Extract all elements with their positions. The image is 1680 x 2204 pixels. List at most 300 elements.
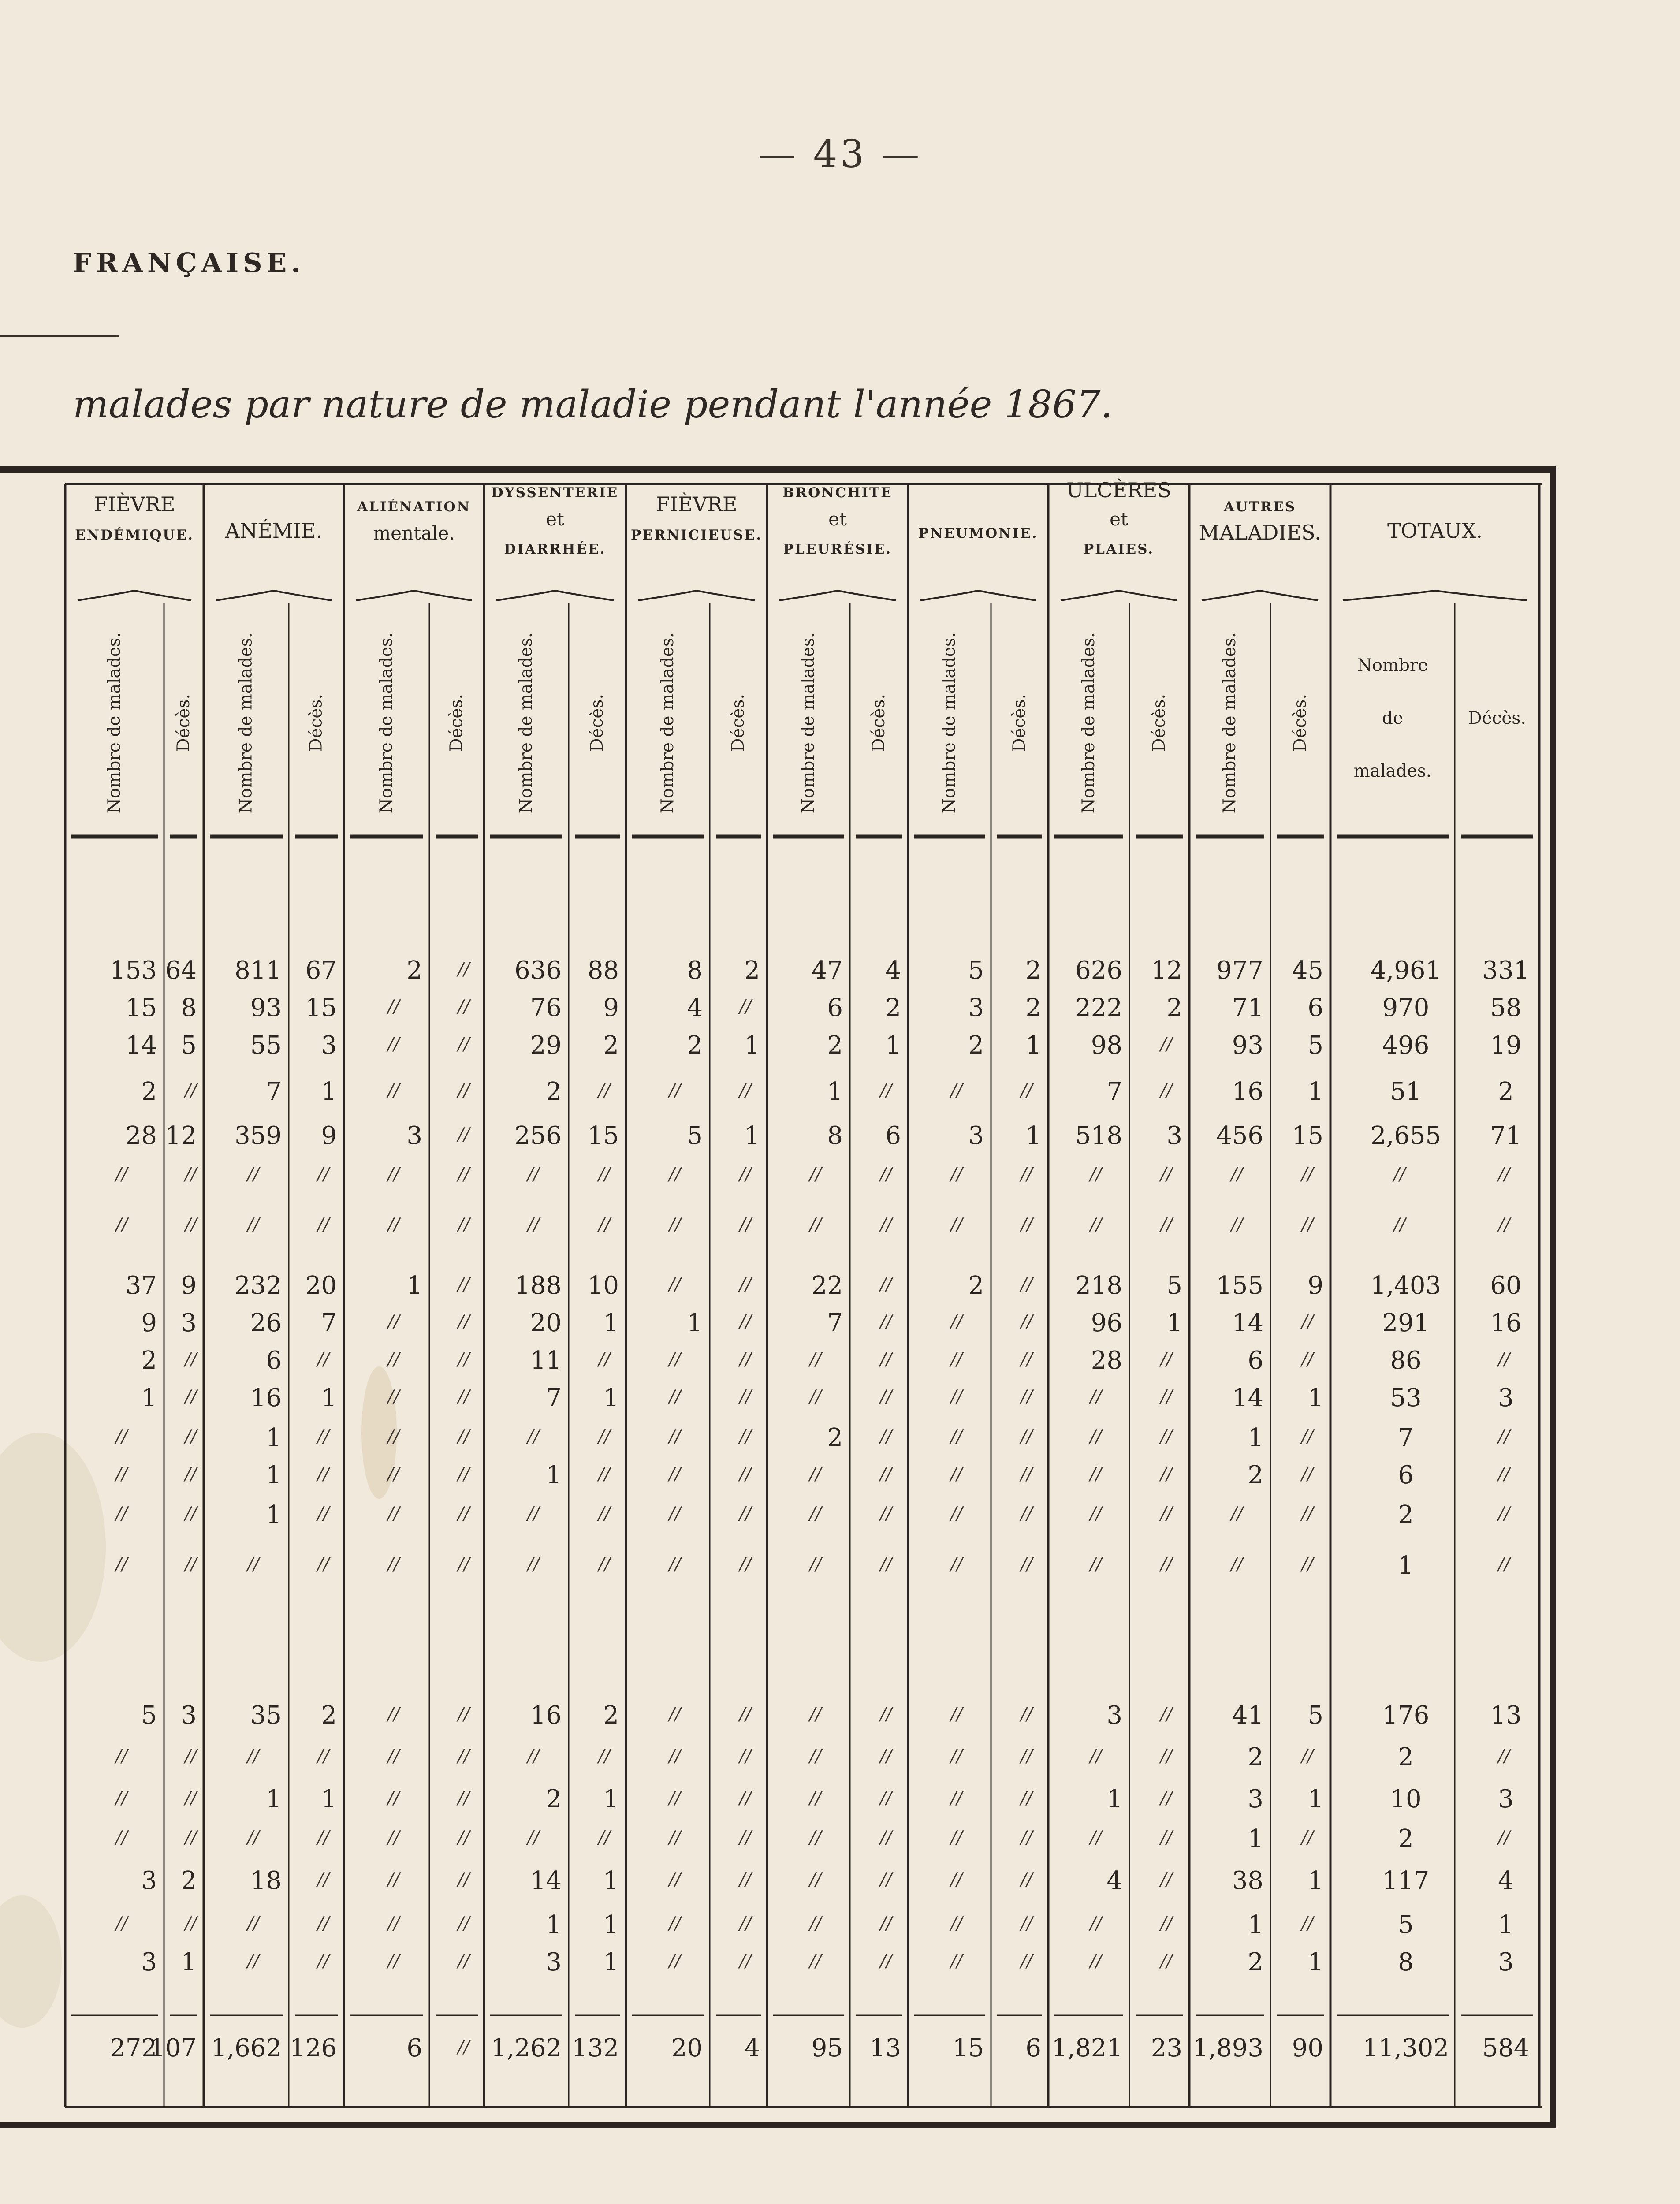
totals-row-cell: 584 bbox=[1482, 2034, 1530, 2063]
data-row-cell: // bbox=[458, 1124, 470, 1145]
data-row-cell: // bbox=[317, 1951, 329, 1971]
data-row-cell: 1 bbox=[603, 1910, 619, 1939]
data-row-cell: 1 bbox=[1307, 1077, 1323, 1106]
data-row-cell: 6 bbox=[885, 1121, 901, 1150]
data-row-cell: // bbox=[1160, 1164, 1173, 1184]
data-row-cell: // bbox=[458, 1788, 470, 1808]
data-row-cell: 456 bbox=[1216, 1121, 1263, 1150]
data-row-cell: 256 bbox=[514, 1121, 562, 1150]
data-row-cell: // bbox=[458, 1504, 470, 1524]
group-header-text: et bbox=[828, 508, 847, 530]
data-row-cell: 5 bbox=[968, 956, 984, 985]
data-row-cell: 626 bbox=[1075, 956, 1122, 985]
data-row-cell: 518 bbox=[1075, 1121, 1122, 1150]
data-row-cell: // bbox=[185, 1426, 197, 1447]
data-row-cell: // bbox=[1021, 1164, 1033, 1184]
data-row-cell: 6 bbox=[266, 1346, 282, 1375]
data-row-cell: // bbox=[1021, 1704, 1033, 1724]
data-row-cell: 2 bbox=[1025, 994, 1041, 1022]
data-row-cell: 1 bbox=[266, 1423, 282, 1452]
data-row-cell: // bbox=[247, 1914, 259, 1934]
data-row-cell: 1 bbox=[181, 1948, 197, 1977]
group-header-text: ANÉMIE. bbox=[225, 519, 323, 543]
data-row-cell: 18 bbox=[250, 1866, 282, 1895]
data-row-cell: 4 bbox=[1498, 1866, 1514, 1895]
data-row-cell: 5 bbox=[141, 1701, 157, 1730]
data-row-cell: // bbox=[880, 1746, 892, 1766]
data-row-cell: 5 bbox=[1398, 1910, 1414, 1939]
group-header-text: DYSSENTERIE bbox=[491, 485, 619, 501]
data-row-cell: // bbox=[950, 1080, 963, 1101]
data-row-cell: // bbox=[1231, 1504, 1243, 1524]
data-row-cell: // bbox=[1160, 1746, 1173, 1766]
data-row-cell: // bbox=[317, 1504, 329, 1524]
data-row-cell: 3 bbox=[141, 1866, 157, 1895]
data-row-cell: // bbox=[1160, 1951, 1173, 1971]
data-row-cell: // bbox=[387, 1746, 400, 1766]
group-header-text: et bbox=[1110, 508, 1128, 530]
data-row-cell: // bbox=[458, 1387, 470, 1407]
data-row-cell: 222 bbox=[1075, 994, 1122, 1022]
subheader-malades: Nombre de malades. bbox=[104, 632, 124, 814]
data-row-cell: // bbox=[1160, 1504, 1173, 1524]
data-row-cell: // bbox=[739, 1951, 752, 1971]
group-header-text: PLAIES. bbox=[1083, 541, 1155, 557]
data-row-cell: // bbox=[1160, 1704, 1173, 1724]
data-row-cell: 4 bbox=[687, 994, 703, 1022]
data-row-cell: // bbox=[527, 1164, 540, 1184]
data-row-cell: // bbox=[115, 1746, 128, 1766]
data-row-cell: // bbox=[1160, 1034, 1173, 1054]
data-row-cell: // bbox=[739, 1426, 752, 1447]
data-row-cell: // bbox=[458, 1349, 470, 1370]
data-row-cell: // bbox=[317, 1164, 329, 1184]
data-row-cell: 88 bbox=[587, 956, 619, 985]
data-row-cell: // bbox=[387, 1080, 400, 1101]
data-row-cell: 2 bbox=[141, 1346, 157, 1375]
data-row-cell: 5 bbox=[1307, 1031, 1323, 1060]
data-row-cell: 1 bbox=[1025, 1031, 1041, 1060]
data-row-cell: // bbox=[115, 1914, 128, 1934]
data-row-cell: // bbox=[317, 1746, 329, 1766]
data-row-cell: 2 bbox=[181, 1866, 197, 1895]
totals-row-cell: 95 bbox=[811, 2034, 843, 2063]
group-header-text: FIÈVRE bbox=[656, 492, 738, 516]
subheader-malades: Nombre de malades. bbox=[376, 632, 396, 814]
data-row-cell: // bbox=[950, 1312, 963, 1332]
data-row-cell: // bbox=[115, 1164, 128, 1184]
data-row-cell: // bbox=[1301, 1215, 1314, 1235]
data-row-cell: 16 bbox=[530, 1701, 562, 1730]
data-row-cell: 2 bbox=[827, 1031, 843, 1060]
data-row-cell: 14 bbox=[125, 1031, 157, 1060]
data-row-cell: 1 bbox=[546, 1910, 562, 1939]
data-row-cell: 35 bbox=[250, 1701, 282, 1730]
data-row-cell: // bbox=[1021, 1746, 1033, 1766]
data-row-cell: 1 bbox=[546, 1461, 562, 1489]
data-row-cell: // bbox=[1090, 1746, 1102, 1766]
data-row-cell: // bbox=[950, 1704, 963, 1724]
data-row-cell: // bbox=[1090, 1504, 1102, 1524]
data-row-cell: // bbox=[115, 1464, 128, 1484]
data-row-cell: 9 bbox=[1307, 1271, 1323, 1300]
data-row-cell: // bbox=[880, 1426, 892, 1447]
data-row-cell: // bbox=[669, 1869, 681, 1890]
data-row-cell: // bbox=[1231, 1164, 1243, 1184]
data-row-cell: 86 bbox=[1390, 1346, 1422, 1375]
data-row-cell: // bbox=[317, 1215, 329, 1235]
data-row-cell: // bbox=[950, 1869, 963, 1890]
subheader-deces: Décès. bbox=[869, 694, 889, 752]
data-row-cell: // bbox=[247, 1828, 259, 1848]
data-row-cell: // bbox=[669, 1746, 681, 1766]
data-row-cell: // bbox=[880, 1869, 892, 1890]
data-row-cell: 2 bbox=[546, 1077, 562, 1106]
header-brace bbox=[78, 591, 191, 600]
data-row-cell: 3 bbox=[141, 1948, 157, 1977]
data-row-cell: // bbox=[1498, 1746, 1510, 1766]
data-row-cell: 6 bbox=[1398, 1461, 1414, 1489]
data-row-cell: // bbox=[669, 1464, 681, 1484]
data-row-cell: // bbox=[1498, 1164, 1510, 1184]
subheader-deces: Décès. bbox=[728, 694, 748, 752]
data-row-cell: 53 bbox=[1390, 1384, 1422, 1412]
group-header-text: ALIÉNATION bbox=[357, 499, 471, 515]
data-row-cell: // bbox=[247, 1164, 259, 1184]
data-row-cell: 19 bbox=[1490, 1031, 1522, 1060]
totals-row-cell: 4 bbox=[744, 2034, 760, 2063]
data-row-cell: // bbox=[1090, 1828, 1102, 1848]
data-row-cell: // bbox=[598, 1746, 611, 1766]
group-header-text: ULCÈRES bbox=[1066, 478, 1171, 502]
totaux-subheader-malades: malades. bbox=[1353, 761, 1432, 781]
data-row-cell: // bbox=[387, 1914, 400, 1934]
data-row-cell: // bbox=[1021, 1788, 1033, 1808]
data-row-cell: 2 bbox=[603, 1701, 619, 1730]
group-header-text: mentale. bbox=[373, 522, 455, 544]
data-row-cell: // bbox=[950, 1464, 963, 1484]
data-row-cell: 1 bbox=[1248, 1910, 1263, 1939]
data-row-cell: // bbox=[1090, 1914, 1102, 1934]
data-row-cell: 2 bbox=[885, 994, 901, 1022]
data-row-cell: // bbox=[1498, 1349, 1510, 1370]
data-row-cell: 20 bbox=[530, 1309, 562, 1337]
data-row-cell: 1 bbox=[885, 1031, 901, 1060]
data-row-cell: 76 bbox=[530, 994, 562, 1022]
group-header-text: PNEUMONIE. bbox=[918, 525, 1038, 541]
data-row-cell: 2 bbox=[1398, 1824, 1414, 1853]
data-row-cell: // bbox=[1301, 1164, 1314, 1184]
data-row-cell: // bbox=[1160, 1828, 1173, 1848]
header-brace bbox=[496, 591, 614, 600]
data-row-cell: // bbox=[1301, 1426, 1314, 1447]
data-row-cell: // bbox=[739, 1788, 752, 1808]
data-row-cell: // bbox=[1021, 1312, 1033, 1332]
totals-row-cell: 1,821 bbox=[1051, 2034, 1122, 2063]
data-row-cell: // bbox=[739, 1464, 752, 1484]
data-row-cell: 9 bbox=[603, 994, 619, 1022]
data-row-cell: 291 bbox=[1382, 1309, 1430, 1337]
data-row-cell: // bbox=[387, 1034, 400, 1054]
totals-row-cell: 1,662 bbox=[211, 2034, 282, 2063]
data-row-cell: // bbox=[247, 1554, 259, 1575]
data-row-cell: // bbox=[809, 1504, 822, 1524]
data-row-cell: // bbox=[739, 1312, 752, 1332]
data-row-cell: // bbox=[950, 1164, 963, 1184]
data-row-cell: 15 bbox=[587, 1121, 619, 1150]
data-row-cell: 7 bbox=[546, 1384, 562, 1412]
subheader-deces: Décès. bbox=[1009, 694, 1029, 752]
data-row-cell: // bbox=[880, 1312, 892, 1332]
data-row-cell: 811 bbox=[235, 956, 282, 985]
data-row-cell: // bbox=[1301, 1828, 1314, 1848]
totals-row-cell: 23 bbox=[1151, 2034, 1182, 2063]
data-row-cell: // bbox=[880, 1788, 892, 1808]
data-row-cell: // bbox=[317, 1349, 329, 1370]
data-row-cell: 11 bbox=[530, 1346, 562, 1375]
data-row-cell: // bbox=[185, 1164, 197, 1184]
data-row-cell: // bbox=[115, 1215, 128, 1235]
data-row-cell: 1 bbox=[1025, 1121, 1041, 1150]
data-row-cell: 3 bbox=[321, 1031, 337, 1060]
data-row-cell: // bbox=[739, 1704, 752, 1724]
data-row-cell: // bbox=[387, 1349, 400, 1370]
data-row-cell: 16 bbox=[1490, 1309, 1522, 1337]
data-row-cell: // bbox=[669, 1704, 681, 1724]
data-row-cell: 5 bbox=[1166, 1271, 1182, 1300]
data-row-cell: // bbox=[1021, 1080, 1033, 1101]
data-row-cell: 1 bbox=[827, 1077, 843, 1106]
data-row-cell: 3 bbox=[1166, 1121, 1182, 1150]
data-row-cell: 1 bbox=[603, 1384, 619, 1412]
data-row-cell: // bbox=[1021, 1554, 1033, 1575]
data-row-cell: // bbox=[1160, 1426, 1173, 1447]
data-row-cell: 1 bbox=[603, 1948, 619, 1977]
data-row-cell: // bbox=[1021, 1387, 1033, 1407]
data-row-cell: // bbox=[950, 1504, 963, 1524]
data-row-cell: 331 bbox=[1482, 956, 1530, 985]
header-brace bbox=[920, 591, 1036, 600]
data-row-cell: 1 bbox=[687, 1309, 703, 1337]
data-row-cell: // bbox=[458, 959, 470, 979]
data-row-cell: // bbox=[458, 997, 470, 1017]
data-row-cell: // bbox=[739, 1504, 752, 1524]
data-row-cell: 16 bbox=[250, 1384, 282, 1412]
data-row-cell: // bbox=[739, 1164, 752, 1184]
data-row-cell: // bbox=[880, 1951, 892, 1971]
data-row-cell: 2 bbox=[1498, 1077, 1514, 1106]
data-row-cell: // bbox=[1090, 1464, 1102, 1484]
totals-row-cell: 15 bbox=[952, 2034, 984, 2063]
data-row-cell: 37 bbox=[125, 1271, 157, 1300]
data-row-cell: 977 bbox=[1216, 956, 1263, 985]
group-header-text: TOTAUX. bbox=[1387, 519, 1483, 543]
totals-row-cell: 126 bbox=[290, 2034, 337, 2063]
data-row-cell: 14 bbox=[1232, 1309, 1263, 1337]
data-row-cell: // bbox=[458, 1704, 470, 1724]
data-row-cell: 3 bbox=[968, 994, 984, 1022]
data-row-cell: 14 bbox=[530, 1866, 562, 1895]
data-row-cell: // bbox=[247, 1746, 259, 1766]
data-row-cell: 2 bbox=[1398, 1743, 1414, 1772]
data-row-cell: // bbox=[458, 1828, 470, 1848]
data-row-cell: // bbox=[669, 1164, 681, 1184]
data-row-cell: // bbox=[950, 1554, 963, 1575]
data-row-cell: // bbox=[598, 1828, 611, 1848]
section-title: FRANÇAISE. bbox=[73, 248, 305, 279]
data-row-cell: // bbox=[1090, 1554, 1102, 1575]
data-row-cell: // bbox=[185, 1464, 197, 1484]
data-row-cell: 3 bbox=[1498, 1384, 1514, 1412]
data-row-cell: 15 bbox=[305, 994, 337, 1022]
data-row-cell: 1 bbox=[1106, 1785, 1122, 1813]
data-row-cell: // bbox=[809, 1914, 822, 1934]
group-header-text: et bbox=[546, 508, 564, 530]
data-row-cell: // bbox=[1301, 1349, 1314, 1370]
data-row-cell: 153 bbox=[110, 956, 157, 985]
data-row-cell: 67 bbox=[305, 956, 337, 985]
totaux-subheader-deces: Décès. bbox=[1468, 708, 1526, 728]
data-row-cell: // bbox=[809, 1349, 822, 1370]
data-row-cell: 1 bbox=[744, 1031, 760, 1060]
data-row-cell: // bbox=[527, 1504, 540, 1524]
data-row-cell: // bbox=[880, 1164, 892, 1184]
data-row-cell: // bbox=[950, 1914, 963, 1934]
data-row-cell: 8 bbox=[687, 956, 703, 985]
data-row-cell: // bbox=[1498, 1215, 1510, 1235]
data-row-cell: // bbox=[1021, 1426, 1033, 1447]
page-number: — 43 — bbox=[758, 132, 922, 176]
data-row-cell: // bbox=[809, 1869, 822, 1890]
data-row-cell: // bbox=[669, 1828, 681, 1848]
data-row-cell: 16 bbox=[1232, 1077, 1263, 1106]
data-row-cell: // bbox=[1021, 1914, 1033, 1934]
data-row-cell: // bbox=[387, 1464, 400, 1484]
data-row-cell: 2 bbox=[1248, 1461, 1263, 1489]
data-row-cell: 3 bbox=[1498, 1785, 1514, 1813]
data-row-cell: 47 bbox=[811, 956, 843, 985]
header-brace bbox=[216, 591, 332, 600]
data-row-cell: 7 bbox=[827, 1309, 843, 1337]
totals-row-cell: 6 bbox=[1025, 2034, 1041, 2063]
data-row-cell: 3 bbox=[1248, 1785, 1263, 1813]
subheader-malades: Nombre de malades. bbox=[516, 632, 536, 814]
data-row-cell: 5 bbox=[1307, 1701, 1323, 1730]
data-row-cell: // bbox=[317, 1914, 329, 1934]
data-row-cell: // bbox=[527, 1746, 540, 1766]
data-row-cell: 1 bbox=[321, 1077, 337, 1106]
data-row-cell: // bbox=[527, 1426, 540, 1447]
data-row-cell: // bbox=[387, 1426, 400, 1447]
data-row-cell: 7 bbox=[266, 1077, 282, 1106]
header-brace bbox=[356, 591, 472, 600]
data-row-cell: // bbox=[1160, 1869, 1173, 1890]
data-row-cell: // bbox=[669, 1274, 681, 1295]
data-row-cell: 1 bbox=[141, 1384, 157, 1412]
data-row-cell: // bbox=[809, 1828, 822, 1848]
data-row-cell: // bbox=[669, 1554, 681, 1575]
data-row-cell: // bbox=[809, 1951, 822, 1971]
data-row-cell: // bbox=[1301, 1746, 1314, 1766]
data-row-cell: 1 bbox=[1248, 1423, 1263, 1452]
data-row-cell: // bbox=[1021, 1828, 1033, 1848]
data-row-cell: 496 bbox=[1382, 1031, 1430, 1060]
data-row-cell: 1 bbox=[1498, 1910, 1514, 1939]
data-row-cell: // bbox=[115, 1426, 128, 1447]
data-row-cell: // bbox=[669, 1215, 681, 1235]
data-row-cell: 1 bbox=[744, 1121, 760, 1150]
data-row-cell: // bbox=[527, 1828, 540, 1848]
data-row-cell: 51 bbox=[1390, 1077, 1422, 1106]
totals-row-cell: 6 bbox=[406, 2034, 422, 2063]
data-row-cell: 2 bbox=[968, 1031, 984, 1060]
header-brace bbox=[638, 591, 755, 600]
data-row-cell: // bbox=[1021, 1464, 1033, 1484]
totals-row-cell: 1,262 bbox=[491, 2034, 562, 2063]
data-row-cell: 6 bbox=[1307, 994, 1323, 1022]
subheader-malades: Nombre de malades. bbox=[658, 632, 678, 814]
data-row-cell: // bbox=[809, 1464, 822, 1484]
header-brace bbox=[1343, 591, 1527, 600]
data-row-cell: // bbox=[1498, 1426, 1510, 1447]
data-row-cell: // bbox=[809, 1788, 822, 1808]
data-row-cell: // bbox=[809, 1704, 822, 1724]
data-row-cell: 7 bbox=[1106, 1077, 1122, 1106]
data-row-cell: // bbox=[1160, 1349, 1173, 1370]
data-row-cell: // bbox=[1498, 1554, 1510, 1575]
data-row-cell: 2 bbox=[968, 1271, 984, 1300]
data-row-cell: // bbox=[387, 1788, 400, 1808]
data-row-cell: // bbox=[1160, 1788, 1173, 1808]
data-row-cell: 359 bbox=[235, 1121, 282, 1150]
data-row-cell: // bbox=[1090, 1951, 1102, 1971]
data-row-cell: 93 bbox=[1232, 1031, 1263, 1060]
data-row-cell: 29 bbox=[530, 1031, 562, 1060]
totals-row-cell: // bbox=[458, 2037, 470, 2057]
data-row-cell: 1 bbox=[1248, 1824, 1263, 1853]
data-row-cell: // bbox=[458, 1554, 470, 1575]
data-row-cell: // bbox=[880, 1349, 892, 1370]
data-row-cell: // bbox=[527, 1215, 540, 1235]
data-row-cell: // bbox=[1231, 1215, 1243, 1235]
data-row-cell: 3 bbox=[546, 1948, 562, 1977]
data-row-cell: // bbox=[387, 1387, 400, 1407]
data-row-cell: // bbox=[880, 1828, 892, 1848]
totals-row-cell: 272 bbox=[110, 2034, 157, 2063]
data-row-cell: // bbox=[739, 1554, 752, 1575]
data-row-cell: 14 bbox=[1232, 1384, 1263, 1412]
data-row-cell: // bbox=[598, 1349, 611, 1370]
data-row-cell: // bbox=[387, 1869, 400, 1890]
subheader-deces: Décès. bbox=[174, 694, 194, 752]
data-row-cell: 2 bbox=[546, 1785, 562, 1813]
data-row-cell: // bbox=[739, 1215, 752, 1235]
data-row-cell: // bbox=[185, 1504, 197, 1524]
subheader-deces: Décès. bbox=[447, 694, 466, 752]
totaux-subheader-malades: Nombre bbox=[1357, 655, 1428, 675]
data-row-cell: 12 bbox=[165, 1121, 197, 1150]
data-row-cell: 96 bbox=[1091, 1309, 1122, 1337]
data-row-cell: // bbox=[458, 1951, 470, 1971]
data-row-cell: // bbox=[598, 1504, 611, 1524]
data-row-cell: // bbox=[115, 1504, 128, 1524]
header-brace bbox=[1202, 591, 1318, 600]
data-row-cell: 117 bbox=[1382, 1866, 1430, 1895]
data-row-cell: 1 bbox=[603, 1866, 619, 1895]
data-row-cell: 7 bbox=[321, 1309, 337, 1337]
data-row-cell: // bbox=[1301, 1554, 1314, 1575]
data-row-cell: 2 bbox=[1398, 1500, 1414, 1529]
